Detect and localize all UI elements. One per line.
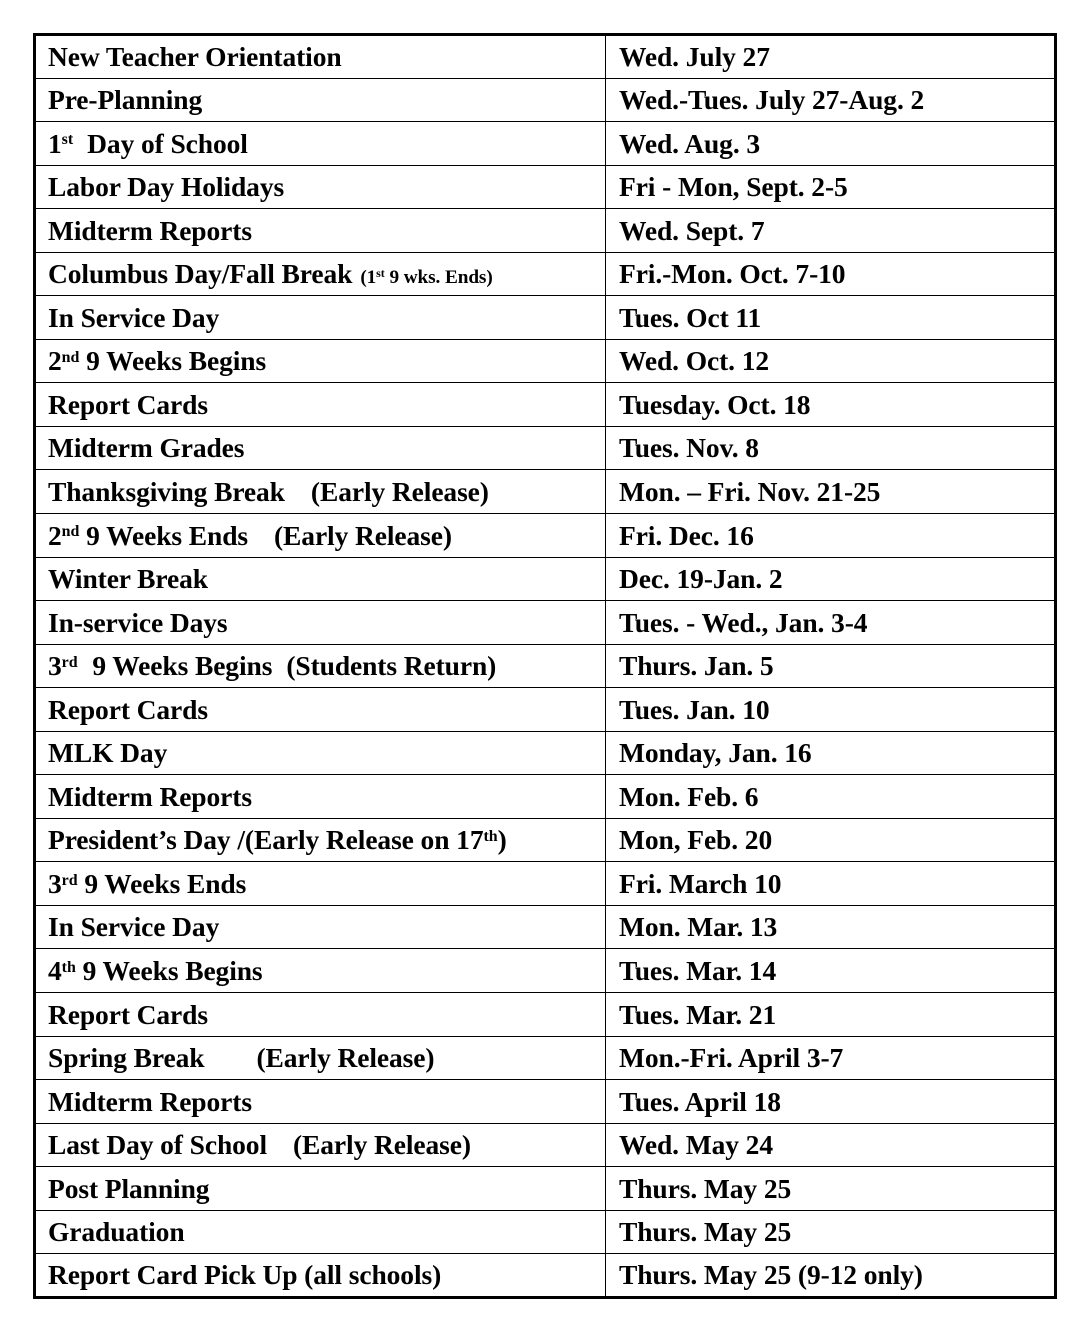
date-cell: Thurs. May 25 (9-12 only) bbox=[606, 1254, 1056, 1298]
calendar-table-container bbox=[33, 33, 1057, 1296]
event-text: 9 Weeks Begins bbox=[75, 955, 263, 986]
event-text: 9 Weeks Begins bbox=[79, 345, 267, 377]
event-cell bbox=[35, 862, 606, 906]
table-row bbox=[35, 557, 1056, 601]
event-cell: Midterm Grades bbox=[35, 426, 606, 470]
note-rest: 9 wks. Ends) bbox=[384, 267, 493, 289]
date-cell: Mon. Mar. 13 bbox=[606, 905, 1056, 949]
table-row bbox=[35, 1036, 1056, 1080]
table-row bbox=[35, 1167, 1056, 1211]
date-cell: Fri - Mon, Sept. 2-5 bbox=[606, 165, 1056, 209]
event-text: Spring Break bbox=[48, 1042, 205, 1074]
table-row bbox=[35, 1254, 1056, 1298]
ordinal-suffix: rd bbox=[61, 871, 78, 889]
date-cell: Tues. Jan. 10 bbox=[606, 688, 1056, 732]
date-cell: Wed. July 27 bbox=[606, 35, 1056, 79]
table-row bbox=[35, 731, 1056, 775]
date-cell: Mon. Feb. 6 bbox=[606, 775, 1056, 819]
ordinal-number: 2 bbox=[48, 519, 62, 551]
date-cell: Wed. Aug. 3 bbox=[606, 122, 1056, 166]
table-row bbox=[35, 122, 1056, 166]
ordinal-number: 3 bbox=[48, 650, 62, 682]
event-cell: Pre-Planning bbox=[35, 78, 606, 122]
table-row bbox=[35, 339, 1056, 383]
date-cell: Tues. Nov. 8 bbox=[606, 426, 1056, 470]
event-cell: In Service Day bbox=[35, 296, 606, 340]
date-cell: Fri.-Mon. Oct. 7-10 bbox=[606, 252, 1056, 296]
ordinal-suffix: rd bbox=[61, 653, 78, 671]
ordinal-suffix: st bbox=[376, 266, 385, 281]
event-cell: Graduation bbox=[35, 1210, 606, 1254]
table-row bbox=[35, 470, 1056, 514]
calendar-table-body bbox=[35, 35, 1056, 1298]
table-row bbox=[35, 688, 1056, 732]
ordinal-number: 1 bbox=[48, 127, 62, 159]
event-text: 9 Weeks Ends bbox=[79, 519, 248, 551]
event-cell: Report Cards bbox=[35, 383, 606, 427]
date-cell: Tues. Mar. 21 bbox=[606, 993, 1056, 1037]
event-cell bbox=[35, 252, 606, 296]
event-note: (Early Release) bbox=[292, 1129, 471, 1161]
ordinal-number: 3 bbox=[48, 867, 62, 899]
date-cell: Tues. Oct 11 bbox=[606, 296, 1056, 340]
date-cell: Monday, Jan. 16 bbox=[606, 731, 1056, 775]
event-cell: Labor Day Holidays bbox=[35, 165, 606, 209]
event-cell: Midterm Reports bbox=[35, 209, 606, 253]
table-row bbox=[35, 775, 1056, 819]
date-cell: Wed.-Tues. July 27-Aug. 2 bbox=[606, 78, 1056, 122]
table-row bbox=[35, 165, 1056, 209]
event-text: Thanksgiving Break bbox=[48, 475, 285, 507]
ordinal-suffix: nd bbox=[61, 523, 80, 541]
table-row bbox=[35, 209, 1056, 253]
table-row bbox=[35, 862, 1056, 906]
event-text: Day of School bbox=[87, 127, 248, 159]
table-row bbox=[35, 644, 1056, 688]
date-cell: Tues. Mar. 14 bbox=[606, 949, 1056, 993]
table-row bbox=[35, 426, 1056, 470]
date-cell: Thurs. May 25 bbox=[606, 1210, 1056, 1254]
event-cell: In-service Days bbox=[35, 601, 606, 645]
event-cell: Winter Break bbox=[35, 557, 606, 601]
ordinal-number: 2 bbox=[48, 345, 62, 377]
event-cell: In Service Day bbox=[35, 905, 606, 949]
event-cell bbox=[35, 949, 606, 993]
ordinal-number: 4 bbox=[48, 955, 62, 986]
table-row bbox=[35, 601, 1056, 645]
date-cell: Fri. Dec. 16 bbox=[606, 514, 1056, 558]
event-cell: Midterm Reports bbox=[35, 1080, 606, 1124]
event-cell: New Teacher Orientation bbox=[35, 35, 606, 79]
ordinal-suffix: nd bbox=[61, 349, 80, 367]
ordinal-suffix: th bbox=[61, 958, 76, 976]
event-cell bbox=[35, 514, 606, 558]
ordinal-suffix: st bbox=[61, 131, 74, 149]
event-text: President’s Day /(Early Release on 17 bbox=[48, 824, 484, 856]
date-cell: Wed. May 24 bbox=[606, 1123, 1056, 1167]
event-cell: Report Cards bbox=[35, 993, 606, 1037]
event-note: (Students Return) bbox=[286, 650, 497, 682]
table-row bbox=[35, 296, 1056, 340]
date-cell: Wed. Oct. 12 bbox=[606, 339, 1056, 383]
table-row bbox=[35, 383, 1056, 427]
date-cell: Dec. 19-Jan. 2 bbox=[606, 557, 1056, 601]
date-cell: Tues. April 18 bbox=[606, 1080, 1056, 1124]
table-row bbox=[35, 905, 1056, 949]
event-cell bbox=[35, 818, 606, 862]
ordinal-suffix: th bbox=[483, 828, 498, 846]
school-calendar-table bbox=[33, 33, 1057, 1299]
date-cell: Tuesday. Oct. 18 bbox=[606, 383, 1056, 427]
event-cell: Post Planning bbox=[35, 1167, 606, 1211]
paren-close: ) bbox=[497, 824, 507, 856]
event-cell: Report Card Pick Up (all schools) bbox=[35, 1254, 606, 1298]
event-cell bbox=[35, 1123, 606, 1167]
table-row bbox=[35, 993, 1056, 1037]
table-row bbox=[35, 78, 1056, 122]
table-row bbox=[35, 949, 1056, 993]
date-cell: Tues. - Wed., Jan. 3-4 bbox=[606, 601, 1056, 645]
event-cell: Midterm Reports bbox=[35, 775, 606, 819]
table-row bbox=[35, 35, 1056, 79]
event-note: (Early Release) bbox=[256, 1042, 435, 1074]
table-row bbox=[35, 818, 1056, 862]
event-note: (Early Release) bbox=[274, 519, 452, 551]
note-open: (1 bbox=[360, 267, 377, 289]
event-text: 9 Weeks Begins bbox=[85, 650, 273, 682]
date-cell: Mon, Feb. 20 bbox=[606, 818, 1056, 862]
event-cell bbox=[35, 470, 606, 514]
event-cell: MLK Day bbox=[35, 731, 606, 775]
date-cell: Thurs. May 25 bbox=[606, 1167, 1056, 1211]
event-note: (Early Release) bbox=[310, 475, 489, 507]
event-note bbox=[360, 267, 492, 288]
event-text: Last Day of School bbox=[48, 1129, 267, 1161]
table-row bbox=[35, 1123, 1056, 1167]
event-cell bbox=[35, 122, 606, 166]
event-cell bbox=[35, 644, 606, 688]
date-cell: Fri. March 10 bbox=[606, 862, 1056, 906]
date-cell: Thurs. Jan. 5 bbox=[606, 644, 1056, 688]
table-row bbox=[35, 514, 1056, 558]
event-text: 9 Weeks Ends bbox=[77, 867, 247, 899]
date-cell: Mon. – Fri. Nov. 21-25 bbox=[606, 470, 1056, 514]
event-cell: Report Cards bbox=[35, 688, 606, 732]
table-row bbox=[35, 252, 1056, 296]
table-row bbox=[35, 1080, 1056, 1124]
date-cell: Wed. Sept. 7 bbox=[606, 209, 1056, 253]
date-cell: Mon.-Fri. April 3-7 bbox=[606, 1036, 1056, 1080]
event-text: Columbus Day/Fall Break bbox=[48, 258, 353, 290]
event-cell bbox=[35, 1036, 606, 1080]
event-cell bbox=[35, 339, 606, 383]
table-row bbox=[35, 1210, 1056, 1254]
